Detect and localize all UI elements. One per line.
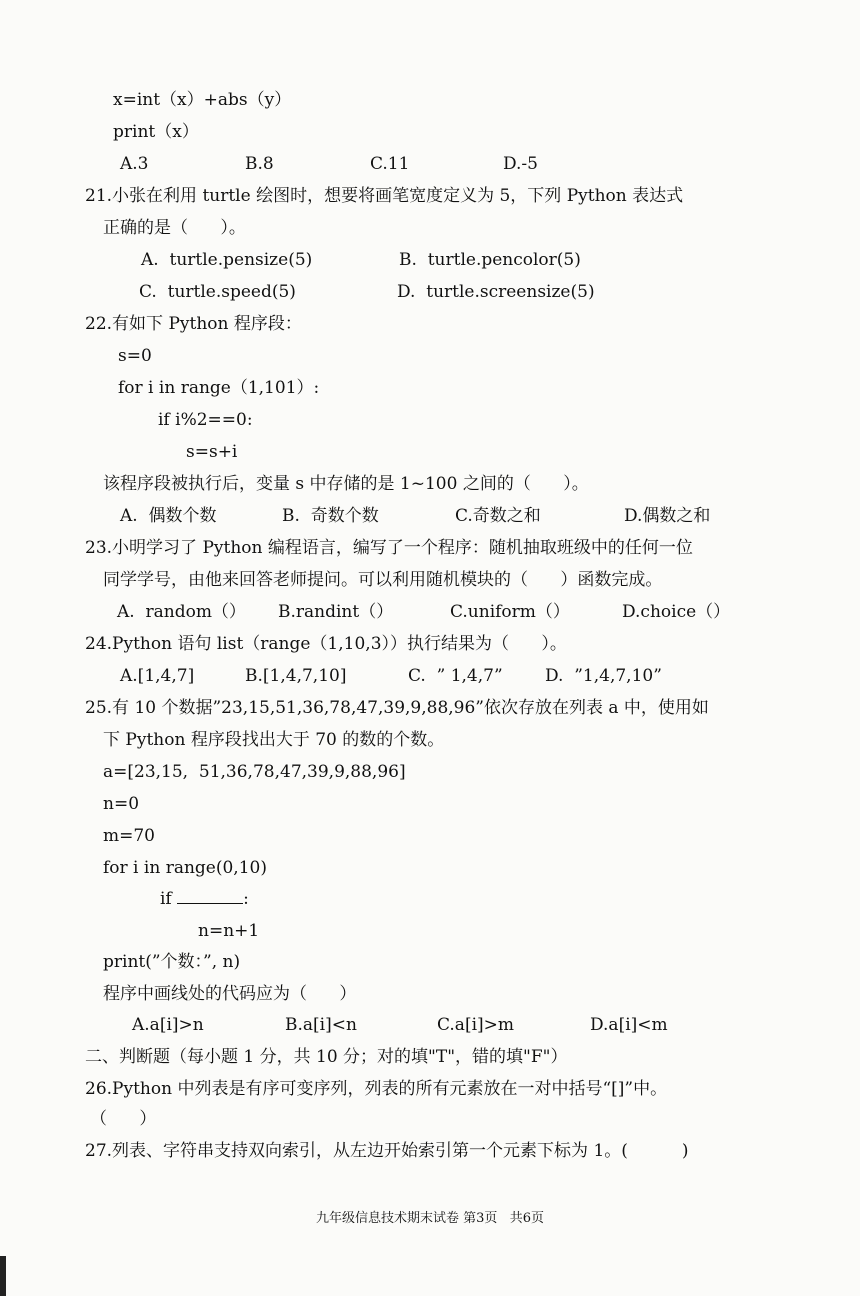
option-c: C.a[i]>m <box>437 1015 515 1035</box>
option-a: A. turtle.pensize(5) <box>141 250 313 270</box>
option-d: D. turtle.screensize(5) <box>397 282 595 302</box>
option-d: D.偶数之和 <box>624 506 711 526</box>
code-colon: : <box>243 889 249 909</box>
question-27: 27.列表、字符串支持双向索引，从左边开始索引第一个元素下标为 1。( ) <box>85 1141 689 1161</box>
code-line: s=s+i <box>186 442 238 462</box>
code-line: if i%2==0: <box>158 410 253 430</box>
section-heading: 二、判断题（每小题 1 分，共 10 分；对的填"T"，错的填"F"） <box>85 1047 568 1067</box>
code-line: for i in range（1,101）: <box>118 378 320 398</box>
option-b: B.[1,4,7,10] <box>245 666 347 686</box>
option-b: B.a[i]<n <box>285 1015 357 1035</box>
code-line-if <box>160 888 249 910</box>
option-c: C.uniform（） <box>450 602 570 622</box>
option-b: B.8 <box>245 154 274 174</box>
code-line: s=0 <box>118 346 152 366</box>
code-if-keyword: if <box>160 889 178 909</box>
option-b: B. turtle.pencolor(5) <box>399 250 581 270</box>
option-d: D.-5 <box>503 154 538 174</box>
code-line: a=[23,15, 51,36,78,47,39,9,88,96] <box>103 762 406 782</box>
option-a: A. 偶数个数 <box>120 506 217 526</box>
code-line: m=70 <box>103 826 155 846</box>
question-25-text: 程序中画线处的代码应为（ ） <box>103 984 357 1004</box>
answer-blank <box>177 888 243 904</box>
option-c: C. ” 1,4,7” <box>408 666 503 686</box>
question-21: 21.小张在利用 turtle 绘图时，想要将画笔宽度定义为 5，下列 Python 表达式 <box>85 186 684 206</box>
question-24: 24.Python 语句 list（range（1,10,3））执行结果为（ ）。 <box>85 634 567 654</box>
option-c: C. turtle.speed(5) <box>139 282 296 302</box>
question-22: 22.有如下 Python 程序段： <box>85 314 302 334</box>
question-25-cont: 下 Python 程序段找出大于 70 的数的个数。 <box>103 730 445 750</box>
option-d: D.choice（） <box>622 602 731 622</box>
answer-parentheses: （ ） <box>90 1109 157 1129</box>
option-b: B. 奇数个数 <box>282 506 379 526</box>
question-22-text: 该程序段被执行后，变量 s 中存储的是 1~100 之间的（ ）。 <box>103 474 589 494</box>
page-footer: 九年级信息技术期末试卷 第3页 共6页 <box>315 1211 545 1226</box>
question-26: 26.Python 中列表是有序可变序列，列表的所有元素放在一对中括号“[]”中。 <box>85 1079 668 1099</box>
question-25: 25.有 10 个数据”23,15,51,36,78,47,39,9,88,96”依次存放在列表 a 中，使用如 <box>85 698 709 718</box>
code-line: x=int（x）+abs（y） <box>113 90 292 110</box>
option-c: C.奇数之和 <box>455 506 541 526</box>
option-a: A.[1,4,7] <box>120 666 195 686</box>
question-21-cont: 正确的是（ ）。 <box>103 218 246 238</box>
option-d: D.a[i]<m <box>590 1015 668 1035</box>
question-23: 23.小明学习了 Python 编程语言，编写了一个程序：随机抽取班级中的任何一位 <box>85 538 693 558</box>
option-a: A.a[i]>n <box>132 1015 204 1035</box>
scan-edge-mark <box>0 1256 6 1296</box>
option-b: B.randint（） <box>278 602 394 622</box>
code-line: n=0 <box>103 794 140 814</box>
code-line: for i in range(0,10) <box>103 858 267 878</box>
code-line: print(”个数：”, n) <box>103 952 241 972</box>
option-d: D. ”1,4,7,10” <box>545 666 662 686</box>
question-23-cont: 同学学号，由他来回答老师提问。可以利用随机模块的（ ）函数完成。 <box>103 570 663 590</box>
option-a: A.3 <box>120 154 149 174</box>
code-line: print（x） <box>113 122 199 142</box>
code-line: n=n+1 <box>198 921 260 941</box>
option-c: C.11 <box>370 154 410 174</box>
option-a: A. random（） <box>117 602 246 622</box>
